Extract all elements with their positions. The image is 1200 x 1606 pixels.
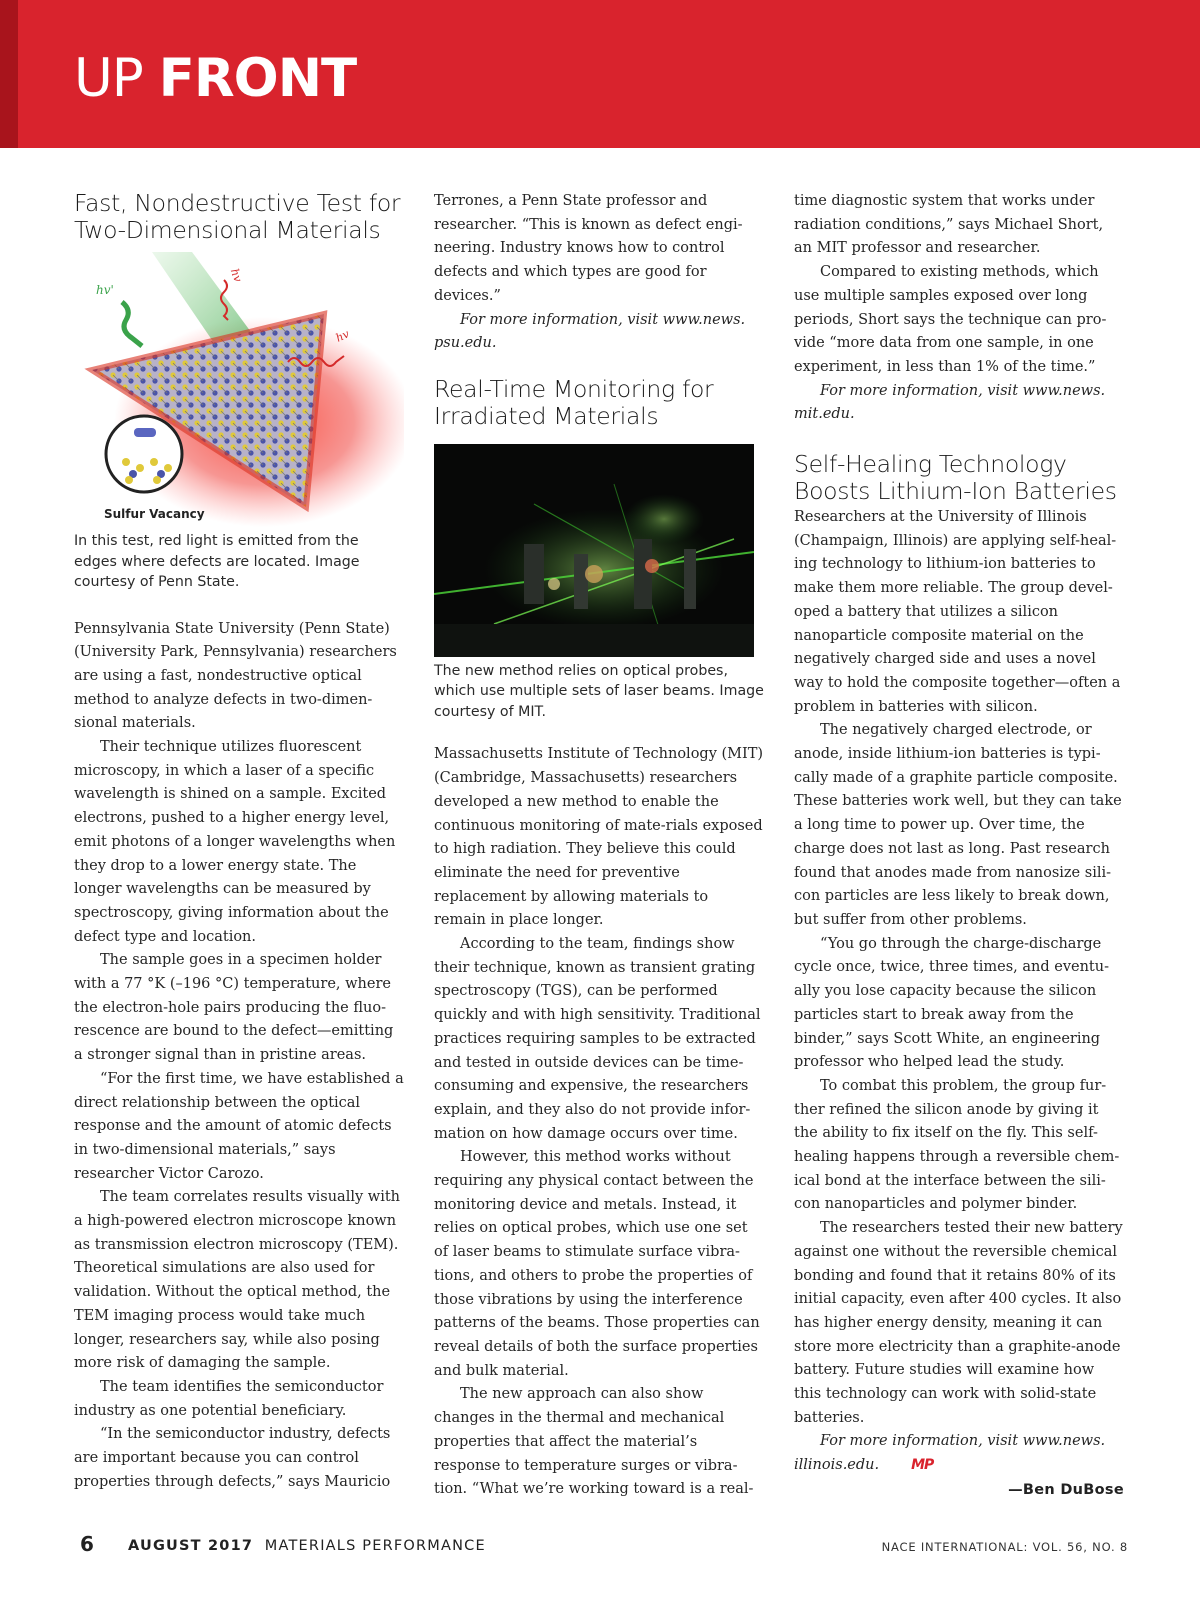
laser-lab-photo bbox=[434, 444, 754, 657]
article1-paragraph: Pennsylvania State University (Penn State) (University Park, Pennsylvania) researchers are using a fast, nondestructive optical method to analyze defects in two-dimen-sional materials. bbox=[74, 620, 397, 732]
article1-paragraph: The sample goes in a specimen holder with a 77 °K (–196 °C) temperature, where the electron-hole pairs producing the fluo-rescence are bound to the defect—emitting a stronger signal than in pristine areas. bbox=[74, 952, 394, 1064]
article1-body-continued bbox=[434, 190, 764, 356]
article3-body bbox=[794, 506, 1124, 1478]
article2-paragraph: According to the team, findings show their technique, known as transient grating spectroscopy (TGS), can be performed quickly and with high sensitivity. Traditional practices requiring samples to be extracted and tested in outside devices can be time-consuming and expensive, the researchers explain, and they also do not provide infor-mation on how damage occurs over time. bbox=[434, 936, 761, 1142]
label-hv-top: hv bbox=[227, 266, 245, 284]
article3-paragraph: The negatively charged electrode, or anode, inside lithium-ion batteries is typi-cally made of a graphite particle composite. These batteries work well, but they can take a long time to power up. Over time, the charge does not last as long. Past research found that anodes made from nanosize sili-con particles are less likely to break down, but suffer from other problems. bbox=[794, 722, 1122, 928]
article3-headline: Self-Healing Technology Boosts Lithium-Ion Batteries bbox=[794, 450, 1117, 506]
article2-paragraph: The new approach can also show changes in the thermal and mechanical properties that affect the material’s response to temperature surges or vibra-tion. “What we’re working toward is a real- bbox=[434, 1386, 754, 1498]
header-banner bbox=[0, 0, 1200, 148]
article2-headline: Real-Time Monitoring for Irradiated Materials bbox=[434, 374, 714, 430]
defect-illustration bbox=[74, 252, 404, 527]
volume-line bbox=[882, 1540, 1128, 1554]
issue-line bbox=[128, 1538, 486, 1554]
column-2 bbox=[434, 190, 764, 1502]
article1-paragraph: “For the first time, we have established a direct relationship between the optical response and the amount of atomic defects in two-dimensional materials,” says researcher Victor Carozo. bbox=[74, 1070, 404, 1182]
article3-paragraph: To combat this problem, the group fur-ther refined the silicon anode by giving it the ability to fix itself on the fly. This self-healing happens through a reversible chem-ical bond at the interface between the sili-con nanoparticles and polymer binder. bbox=[794, 1077, 1120, 1213]
mp-logo-icon: MP bbox=[911, 1457, 934, 1474]
sulfur-vacancy-inset bbox=[106, 416, 182, 492]
article1-body bbox=[74, 618, 404, 1495]
article2-paragraph: However, this method works without requiring any physical contact between the monitoring device and metals. Instead, it relies on optical probes, which use one set of laser beams to stimulate surface vibra-tions, and others to probe the properties of those vibrations by using the interference patterns of the beams. Those properties can reveal details of both the surface properties and bulk material. bbox=[434, 1149, 760, 1379]
author-signoff: —Ben DuBose bbox=[1008, 1481, 1124, 1498]
article1-paragraph: The team correlates results visually with a high-powered electron microscope known as transmission electron microscopy (TEM). Theoretical simulations are also used for validation. Without the optical method, the TEM imaging process would take much longer, researchers say, while also posing more risk of damaging the sample. bbox=[74, 1189, 400, 1372]
inset-label: Sulfur Vacancy bbox=[104, 507, 205, 521]
article3-paragraph: “You go through the charge-discharge cycle once, twice, three times, and eventu-ally you lose capacity because the silicon particles start to break away from the binder,” says Scott White, an engineering professor who helped lead the study. bbox=[794, 935, 1109, 1071]
publisher-name: NACE INTERNATIONAL: bbox=[881, 1540, 1029, 1554]
article2-more-info-link[interactable]: For more information, visit www.news. mit.edu. bbox=[794, 382, 1106, 423]
incoming-photon-arrow-icon bbox=[122, 302, 142, 346]
label-hv-prime: hv' bbox=[96, 283, 114, 297]
article1-figure bbox=[74, 252, 404, 527]
inset-exciton bbox=[134, 428, 156, 437]
article3-more-info bbox=[794, 1430, 1124, 1477]
article1-paragraph: Terrones, a Penn State professor and researcher. “This is known as defect engi-neering. Industry knows how to control defects and which types are good for devices.” bbox=[434, 193, 743, 304]
column-1 bbox=[74, 190, 404, 1495]
article2-caption: The new method relies on optical probes, which use multiple sets of laser beams. Image courtesy of MIT. bbox=[434, 662, 764, 720]
article1-paragraph: “In the semiconductor industry, defects are important because you can control properties through defects,” says Mauricio bbox=[74, 1426, 391, 1490]
article3-paragraph: Researchers at the University of Illinois (Champaign, Illinois) are applying self-heal-ing technology to lithium-ion batteries to make them more reliable. The group devel-oped a battery that utilizes a silicon nanoparticle composite material on the negatively charged side and uses a novel way to hold the composite together—often a problem in batteries with silicon. bbox=[794, 509, 1121, 715]
article3-more-info-link[interactable]: For more information, visit www.news. illinois.edu. bbox=[794, 1433, 1106, 1474]
section-title bbox=[74, 48, 357, 109]
article2-body-continued bbox=[794, 190, 1124, 427]
article2-photo bbox=[434, 444, 754, 657]
page-number: 6 bbox=[80, 1532, 94, 1556]
article1-more-info-link[interactable]: For more information, visit www.news. psu.edu. bbox=[434, 311, 746, 352]
section-title-light: UP bbox=[74, 48, 143, 109]
article1-paragraph: The team identifies the semiconductor industry as one potential beneficiary. bbox=[74, 1379, 384, 1419]
article2-paragraph: time diagnostic system that works under radiation conditions,” says Michael Short, an MIT professor and researcher. bbox=[794, 193, 1104, 257]
section-title-bold: FRONT bbox=[158, 48, 357, 109]
publication-name: MATERIALS PERFORMANCE bbox=[264, 1538, 486, 1554]
banner-edge bbox=[0, 0, 18, 148]
article2-body bbox=[434, 743, 764, 1502]
article2-paragraph: Massachusetts Institute of Technology (MIT) (Cambridge, Massachusetts) researchers developed a new method to enable the continuous monitoring of mate-rials exposed to high radiation. They believe this could eliminate the need for preventive replacement by allowing materials to remain in place longer. bbox=[434, 746, 764, 929]
article1-headline: Fast, Nondestructive Test for Two-Dimensional Materials bbox=[74, 189, 401, 244]
volume-number: VOL. 56, NO. 8 bbox=[1032, 1540, 1128, 1554]
article1-paragraph: Their technique utilizes fluorescent microscopy, in which a laser of a specific wavelength is shined on a sample. Excited electrons, pushed to a higher energy level, emit photons of a longer wavelengths when they drop to a lower energy state. The longer wavelengths can be measured by spectroscopy, giving information about the defect type and location. bbox=[74, 739, 396, 945]
article1-caption: In this test, red light is emitted from the edges where defects are located. Image courtesy of Penn State. bbox=[74, 533, 360, 590]
article3-paragraph: The researchers tested their new battery against one without the reversible chemical bonding and found that it retains 80% of its initial capacity, even after 400 cycles. It also has higher energy density, meaning it can store more electricity than a graphite-anode battery. Future studies will examine how this technology can work with solid-state batteries. bbox=[794, 1220, 1123, 1426]
label-hv-right: hv bbox=[333, 327, 352, 345]
issue-date: AUGUST 2017 bbox=[128, 1538, 254, 1554]
column-3 bbox=[794, 190, 1124, 1498]
article2-paragraph: Compared to existing methods, which use multiple samples exposed over long periods, Short says the technique can pro-vide “more data from one sample, in one experiment, in less than 1% of the time.” bbox=[794, 264, 1107, 375]
